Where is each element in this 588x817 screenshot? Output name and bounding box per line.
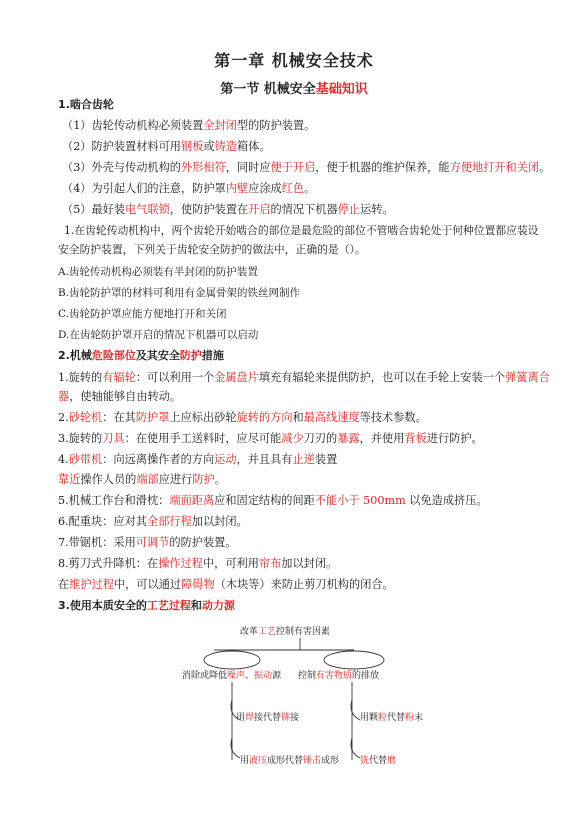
heading-danger (58, 348, 538, 364)
option-d: D.在齿轮防护罩开启的情况下机器可以启动 (58, 329, 259, 341)
text: 末 (414, 713, 424, 723)
node-weld-rivet (236, 710, 299, 723)
text: 成形 (321, 756, 340, 766)
text: 2.机械 (58, 349, 92, 362)
text: 改革 (240, 627, 259, 637)
text: （4）为引起人们的注意，防护罩 (62, 182, 226, 195)
highlight: 工艺过程 (146, 599, 191, 612)
text: 措施 (201, 349, 224, 362)
item-8 (58, 556, 538, 572)
highlight: 端部 (136, 473, 159, 486)
text: 接 (290, 713, 300, 723)
text: 、 (245, 671, 255, 681)
text: 3.使用本质安全的 (58, 599, 147, 612)
text: 应涂成 (248, 182, 282, 195)
text: 中，可利用 (202, 557, 259, 570)
text: 用 (236, 713, 246, 723)
highlight: 动力源 (201, 599, 235, 612)
gear-point-2 (62, 139, 542, 155)
item-4 (58, 452, 538, 468)
text: 8.剪刀式升降机：在 (58, 557, 159, 570)
text: 应和固定结构的间距 (214, 494, 315, 507)
text: 消除或降低 (182, 671, 228, 681)
text: ，并使用 (359, 432, 405, 445)
highlight: 铣 (360, 756, 370, 766)
text: ，使轴能够自由转动。 (69, 390, 182, 403)
highlight: 危险部位 (91, 349, 136, 362)
highlight: 有辐轮 (102, 371, 136, 384)
highlight: 有害物质 (316, 671, 353, 681)
highlight: 刀具 (102, 432, 125, 445)
text: 中，可以通过 (113, 578, 182, 591)
text: 加以封闭。 (281, 557, 338, 570)
highlight: 液压 (249, 756, 268, 766)
highlight: 外形相符 (181, 161, 226, 174)
highlight: 粒 (378, 713, 388, 723)
text: 6.配重块：应对其 (58, 515, 147, 528)
text: 装置 (314, 453, 338, 466)
text: 。 (304, 182, 316, 195)
node-mill-grind (360, 753, 396, 766)
highlight: 电气联锁 (125, 203, 170, 216)
gear-point-1 (62, 118, 542, 134)
highlight: 开启 (248, 203, 271, 216)
text: 的排放 (352, 671, 380, 681)
highlight: 方便地打开和关闭 (449, 161, 540, 174)
highlight: 旋转的方向 (236, 411, 293, 424)
text: 用 (240, 756, 250, 766)
text: ：在其 (102, 411, 136, 424)
text: 在 (58, 578, 70, 591)
highlight: 振动 (254, 671, 273, 681)
text: ：向远离操作者的方向 (102, 453, 215, 466)
question-line-2: 安全防护装置，下列关于齿轮安全防护的做法中，正确的是（）。 (58, 243, 366, 256)
highlight: 红色 (281, 182, 305, 195)
text: 成形代替 (267, 756, 304, 766)
highlight: 粉 (405, 713, 415, 723)
highlight: 砂带机 (68, 453, 103, 466)
highlight: 磨 (387, 756, 397, 766)
text: 及其安全 (135, 349, 180, 362)
item-1-line-2 (58, 389, 538, 405)
gear-point-5 (62, 202, 542, 218)
node-hydraulic-forming (240, 753, 339, 766)
highlight: 铆 (281, 713, 291, 723)
node-harmful-substances (298, 668, 379, 681)
heading-intrinsic-safety (58, 598, 538, 614)
bracket-ellipse-right (324, 651, 384, 669)
highlight: 维护过程 (69, 578, 114, 591)
text: （1）齿轮传动机构必须装置 (62, 119, 204, 132)
heading-gear: 1.啮合齿轮 (58, 98, 114, 111)
text: 加以封闭。 (191, 515, 248, 528)
text: 3.旋转的 (58, 432, 103, 445)
highlight: 防护罩 (135, 411, 170, 424)
text: ，便于机器的维护保养，能 (315, 161, 450, 174)
text: 。 (214, 473, 226, 486)
text: 5.机械工作台和滑枕： (58, 494, 170, 507)
text: ：在使用手工送料时，应尽可能 (124, 432, 282, 445)
highlight: 止逆 (292, 453, 315, 466)
node-root (240, 624, 330, 637)
text: （5）最好装 (62, 203, 126, 216)
section-title-highlight: 基础知识 (315, 82, 368, 97)
item-1-line-1 (58, 370, 550, 386)
highlight: 全部行程 (147, 515, 192, 528)
highlight: 可调节 (135, 536, 170, 549)
highlight: 砂轮机 (68, 411, 103, 424)
text: ，同时应 (225, 161, 271, 174)
text: （木块等）来防止剪刀机构的闭合。 (214, 578, 394, 591)
highlight: 防护 (192, 473, 215, 486)
text: 控制有害因素 (276, 627, 331, 637)
option-c: C.齿轮防护罩应能方便地打开和关闭 (58, 308, 227, 320)
highlight: 噪声 (227, 671, 246, 681)
item-6 (58, 514, 538, 530)
text: 控制 (298, 671, 317, 681)
highlight: 背板 (404, 432, 427, 445)
item-4-line-2 (58, 472, 538, 488)
item-5 (58, 493, 538, 509)
text: 接代替 (254, 713, 282, 723)
highlight: 靠近 (58, 473, 81, 486)
text: ：可以利用一个 (135, 371, 215, 384)
text: 。 (539, 161, 551, 174)
highlight: 弹簧离合 (505, 371, 550, 384)
text: 箱体。 (236, 140, 271, 153)
node-noise-vibration (182, 668, 281, 681)
text: 上应标出砂轮 (169, 411, 237, 424)
question-line-1: 1.在齿轮传动机构中，两个齿轮开始啮合的部位是最危险的部位不管啮合齿轮处于何种位置都应装设 (64, 224, 539, 237)
text: 7.带锯机：采用 (58, 536, 136, 549)
text: 以免造成挤压。 (405, 494, 488, 507)
highlight: 端面距离 (169, 494, 215, 507)
text: 源 (272, 671, 282, 681)
text: 刀刃的 (303, 432, 338, 445)
process-tree-diagram (170, 620, 430, 780)
highlight: 运动 (214, 453, 237, 466)
text: 1.旋转的 (58, 371, 103, 384)
gear-point-4 (62, 181, 542, 197)
highlight: 内壁 (225, 182, 249, 195)
text: （2）防护装置材料可用 (62, 140, 181, 153)
option-b: B.齿轮防护罩的材料可利用有金属骨架的铁丝网制作 (58, 287, 301, 299)
highlight: 焊 (245, 713, 255, 723)
highlight: 帘布 (258, 557, 282, 570)
highlight: 防护 (179, 349, 202, 362)
bracket-ellipse-left (204, 651, 260, 669)
highlight: 钢板 (181, 140, 204, 153)
highlight: 全封闭 (203, 119, 237, 132)
highlight: 最高线速度 (303, 411, 360, 424)
text: 型的防护装置。 (236, 119, 316, 132)
text: 和 (292, 411, 304, 424)
text: 代替 (369, 756, 388, 766)
text: 或 (203, 140, 215, 153)
text: 的防护装置。 (169, 536, 237, 549)
highlight: 器 (58, 390, 70, 403)
highlight: 停止 (337, 203, 361, 216)
highlight: 减少 (281, 432, 304, 445)
text: 用颗 (360, 713, 379, 723)
highlight: 不能小于 500mm (314, 494, 406, 507)
text: 4. (58, 453, 69, 466)
item-8-line-2 (58, 577, 538, 593)
gear-point-3 (62, 160, 551, 176)
text: 应进行 (158, 473, 193, 486)
section-title (0, 78, 588, 97)
text: ，并且具有 (236, 453, 293, 466)
item-2 (58, 410, 538, 426)
item-7 (58, 535, 538, 551)
text: 代替 (387, 713, 406, 723)
highlight: 铸造 (214, 140, 237, 153)
highlight: 障碍物 (181, 578, 215, 591)
highlight: 工艺 (258, 627, 277, 637)
text: 填充有辐轮来提供防护，也可以在手轮上安装一个 (258, 371, 506, 384)
highlight: 操作过程 (158, 557, 203, 570)
text: 进行防护。 (426, 432, 483, 445)
text: （3）外壳与传动机构的 (62, 161, 181, 174)
section-title-text: 第一节 机械安全 (220, 82, 316, 97)
text: 操作人员的 (80, 473, 137, 486)
chapter-title: 第一章 机械安全技术 (214, 51, 374, 70)
text: ，使防护装置在 (169, 203, 249, 216)
text: 和 (190, 599, 202, 612)
option-a: A.齿轮传动机构必须装有半封闭的防护装置 (58, 266, 258, 278)
text: 的情况下机器 (270, 203, 338, 216)
highlight: 锤击 (303, 756, 322, 766)
text: 等技术参数。 (359, 411, 427, 424)
highlight: 便于开启 (270, 161, 316, 174)
text: 2. (58, 411, 69, 424)
highlight: 金属盘片 (214, 371, 259, 384)
text: 运转。 (360, 203, 394, 216)
item-3 (58, 431, 538, 447)
node-granule-powder (360, 710, 423, 723)
highlight: 暴露 (337, 432, 360, 445)
